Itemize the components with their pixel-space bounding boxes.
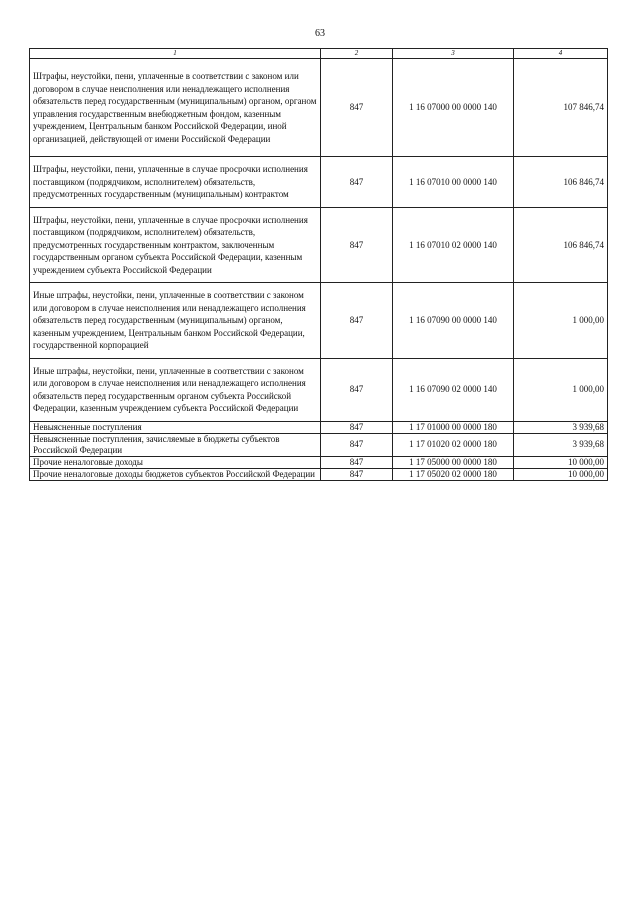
row-classification-code: 1 16 07010 02 0000 140: [393, 207, 514, 283]
row-sum: 3 939,68: [514, 433, 608, 456]
table-row: [30, 421, 608, 433]
table-row: [30, 157, 608, 208]
row-classification-code: 1 16 07090 00 0000 140: [393, 283, 514, 359]
row-sum: 3 939,68: [514, 421, 608, 433]
row-sum: 1 000,00: [514, 358, 608, 421]
column-header-4: 4: [514, 49, 608, 59]
row-classification-code: 1 17 05020 02 0000 180: [393, 468, 514, 480]
row-classification-code: 1 17 01020 02 0000 180: [393, 433, 514, 456]
row-admin-code: 847: [321, 358, 393, 421]
row-classification-code: 1 17 05000 00 0000 180: [393, 456, 514, 468]
row-name: Невыясненные поступления: [30, 421, 321, 433]
row-sum: 1 000,00: [514, 283, 608, 359]
row-admin-code: 847: [321, 283, 393, 359]
row-admin-code: 847: [321, 456, 393, 468]
row-classification-code: 1 16 07090 02 0000 140: [393, 358, 514, 421]
table-row: [30, 59, 608, 157]
row-name: Иные штрафы, неустойки, пени, уплаченные в соответствии с законом или договором в случае неисполнения или ненадлежащего исполнения обязательств перед государственным (муниципальным) органом, казенным учреждением, Центральным банком Российской Федерации, государственной корпорацией: [30, 283, 321, 359]
page-number: 63: [315, 28, 325, 39]
revenue-table: [29, 48, 608, 481]
table-row: [30, 358, 608, 421]
column-header-1: 1: [30, 49, 321, 59]
row-name: Штрафы, неустойки, пени, уплаченные в случае просрочки исполнения поставщиком (подрядчиком, исполнителем) обязательств, предусмотренных государственным контрактом, заключенным государственным органом субъекта Российской Федерации, казенным учреждением субъекта Российской Федерации: [30, 207, 321, 283]
row-sum: 107 846,74: [514, 59, 608, 157]
row-name: Иные штрафы, неустойки, пени, уплаченные в соответствии с законом или договором в случае неисполнения или ненадлежащего исполнения обязательств перед государственным органом субъекта Российской Федерации, казенным учреждением субъекта Российской Федерации: [30, 358, 321, 421]
row-admin-code: 847: [321, 433, 393, 456]
row-name: Штрафы, неустойки, пени, уплаченные в соответствии с законом или договором в случае неисполнения или ненадлежащего исполнения обязательств перед государственным (муниципальным) органом, органом управления государственным внебюджетным фондом, казенным учреждением, Центральным банком Российской Федерации, иной организацией, действующей от имени Российской Федерации: [30, 59, 321, 157]
table-row: [30, 283, 608, 359]
row-classification-code: 1 17 01000 00 0000 180: [393, 421, 514, 433]
row-sum: 106 846,74: [514, 157, 608, 208]
row-name: Прочие неналоговые доходы бюджетов субъектов Российской Федерации: [30, 468, 321, 480]
row-admin-code: 847: [321, 59, 393, 157]
row-name: Невыясненные поступления, зачисляемые в бюджеты субъектов Российской Федерации: [30, 433, 321, 456]
table-header-row: [30, 49, 608, 59]
row-sum: 10 000,00: [514, 468, 608, 480]
table-row: [30, 433, 608, 456]
row-name: Штрафы, неустойки, пени, уплаченные в случае просрочки исполнения поставщиком (подрядчиком, исполнителем) обязательств, предусмотренных государственным (муниципальным) контрактом: [30, 157, 321, 208]
table-row: [30, 468, 608, 480]
row-admin-code: 847: [321, 157, 393, 208]
row-classification-code: 1 16 07010 00 0000 140: [393, 157, 514, 208]
table-row: [30, 456, 608, 468]
row-admin-code: 847: [321, 468, 393, 480]
table-row: [30, 207, 608, 283]
row-admin-code: 847: [321, 421, 393, 433]
row-admin-code: 847: [321, 207, 393, 283]
column-header-2: 2: [321, 49, 393, 59]
column-header-3: 3: [393, 49, 514, 59]
row-sum: 10 000,00: [514, 456, 608, 468]
row-name: Прочие неналоговые доходы: [30, 456, 321, 468]
row-classification-code: 1 16 07000 00 0000 140: [393, 59, 514, 157]
row-sum: 106 846,74: [514, 207, 608, 283]
